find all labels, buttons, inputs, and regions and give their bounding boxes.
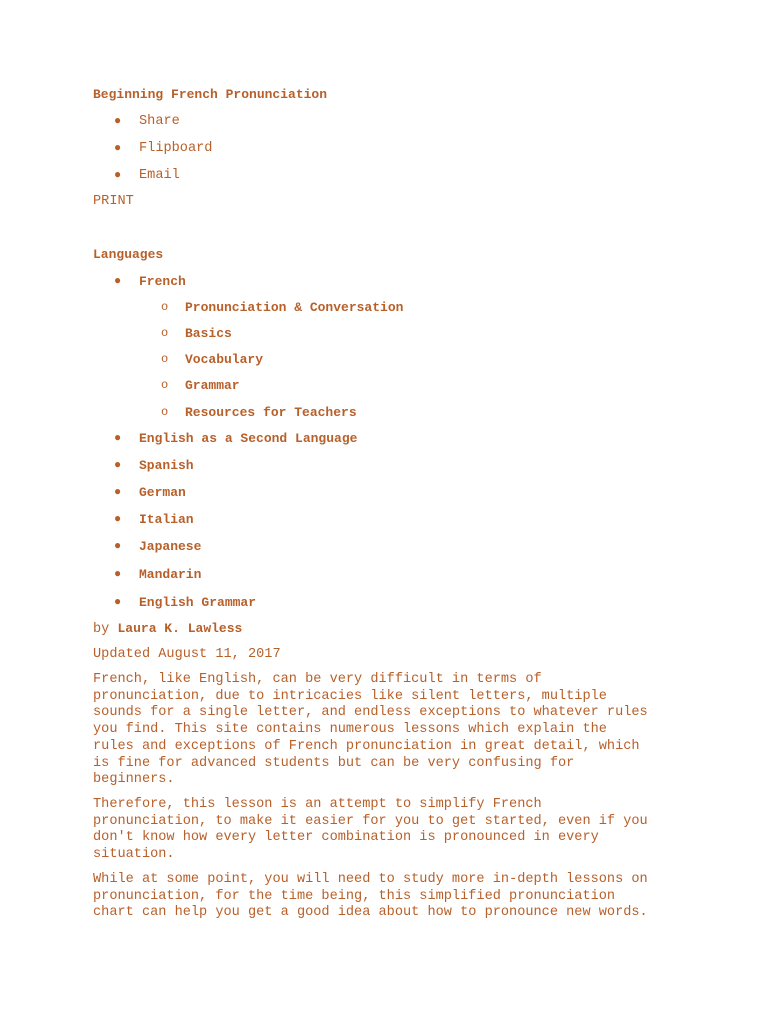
languages-heading: Languages [93,247,164,262]
circle-bullet-icon: o [161,300,169,314]
bullet-icon: ● [114,539,122,553]
bullet-icon: ● [114,141,122,155]
author-link[interactable]: Laura K. Lawless [117,621,243,636]
paragraph-chart-intro [93,872,693,922]
paragraph-line: pronunciation, for the time being, this simplified pronunciation [93,888,616,904]
email-link[interactable]: Email [139,168,180,183]
lang-link[interactable]: Spanish [139,458,194,473]
paragraph-line: you find. This site contains numerous lessons which explain the [93,722,607,738]
lang-link[interactable]: Japanese [139,539,202,554]
subnav-link[interactable]: Grammar [185,378,240,393]
bullet-icon: ● [114,485,122,499]
paragraph-line: chart can help you get a good idea about how to pronounce new words. [93,905,648,921]
paragraph-line: While at some point, you will need to study more in-depth lessons on [93,872,648,887]
bullet-icon: ● [114,274,122,288]
lang-link[interactable]: English Grammar [139,595,257,610]
bullet-icon: ● [114,168,122,182]
flipboard-link[interactable]: Flipboard [139,141,213,156]
bullet-icon: ● [114,512,122,526]
paragraph-line: French, like English, can be very difficult in terms of [93,672,542,687]
circle-bullet-icon: o [161,352,169,366]
lang-link[interactable]: German [139,485,186,500]
subnav-link[interactable]: Vocabulary [185,352,264,367]
subnav-link[interactable]: Basics [185,326,232,341]
circle-bullet-icon: o [161,405,169,419]
byline [93,621,242,637]
print-button[interactable]: PRINT [93,194,134,209]
paragraph-line: sounds for a single letter, and endless exceptions to whatever rules [93,705,648,721]
circle-bullet-icon: o [161,326,169,340]
bullet-icon: ● [114,114,122,128]
lang-link-french[interactable]: French [139,274,186,289]
paragraph-line: pronunciation, to make it easier for you to get started, even if you [93,813,648,829]
subnav-link[interactable]: Resources for Teachers [185,405,357,420]
paragraph-line: situation. [93,847,175,863]
bullet-icon: ● [114,458,122,472]
bullet-icon: ● [114,431,122,445]
paragraph-line: beginners. [93,772,175,788]
paragraph-line: rules and exceptions of French pronunciation in great detail, which [93,738,640,754]
lang-link[interactable]: Mandarin [139,567,202,582]
paragraph-therefore [93,797,693,864]
paragraph-line: is fine for advanced students but can be very confusing for [93,755,575,771]
subnav-link[interactable]: Pronunciation & Conversation [185,300,404,315]
bullet-icon: ● [114,567,122,581]
paragraph-line: Therefore, this lesson is an attempt to simplify French [93,797,542,812]
paragraph-line: don't know how every letter combination is pronounced in every [93,830,599,846]
article-title: Beginning French Pronunciation [93,87,328,102]
paragraph-intro [93,672,693,789]
lang-link[interactable]: Italian [139,512,194,527]
paragraph-line: pronunciation, due to intricacies like silent letters, multiple [93,688,607,704]
updated-date: Updated August 11, 2017 [93,647,281,662]
share-link[interactable]: Share [139,114,180,129]
circle-bullet-icon: o [161,378,169,392]
bullet-icon: ● [114,595,122,609]
lang-link[interactable]: English as a Second Language [139,431,358,446]
byline-prefix: by [93,622,110,637]
